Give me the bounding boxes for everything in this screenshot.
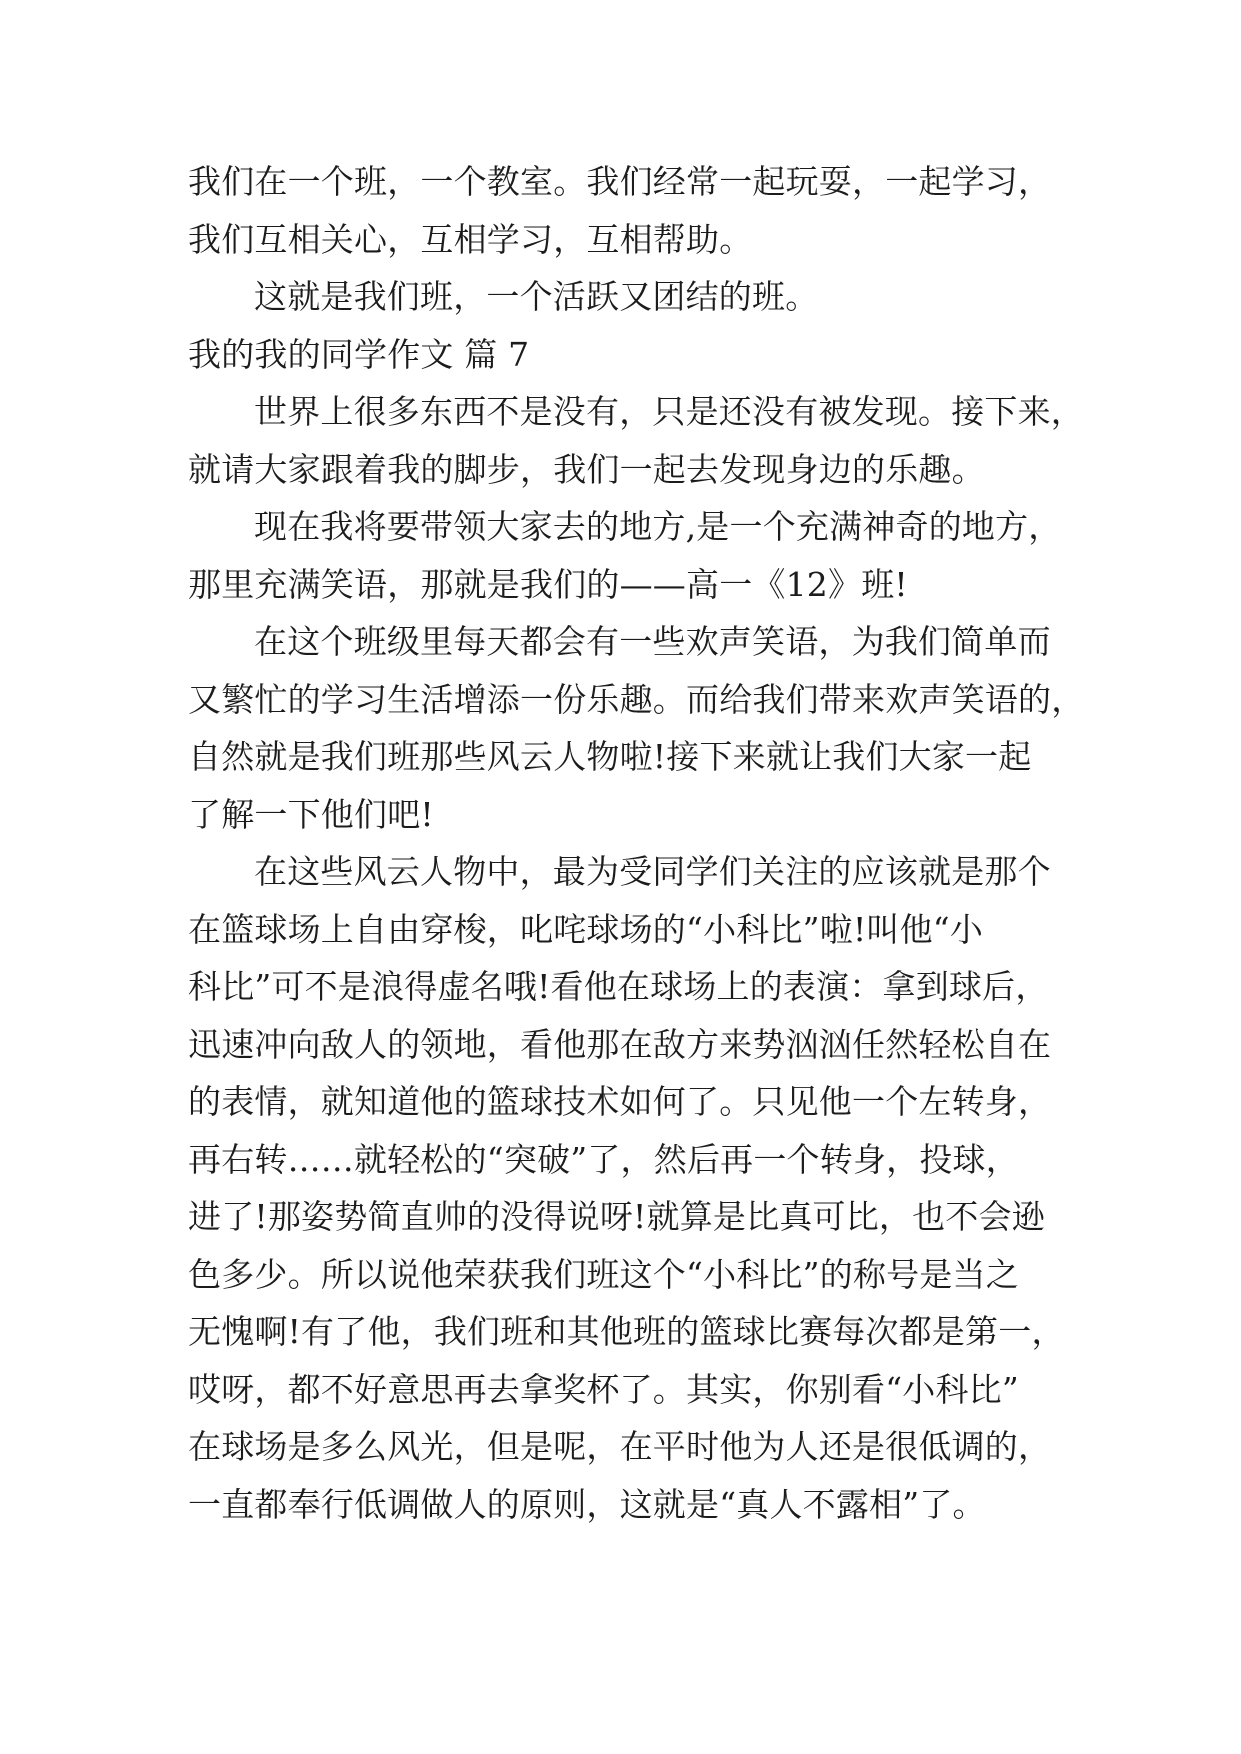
paragraph-line: 无愧啊!有了他，我们班和其他班的篮球比赛每次都是第一， [188, 1312, 1065, 1351]
paragraph-line: 科比”可不是浪得虚名哦!看他在球场上的表演：拿到球后， [188, 967, 1049, 1006]
paragraph [188, 843, 1108, 1533]
paragraph-line: 迅速冲向敌人的领地，看他那在敌方来势汹汹任然轻松自在 [188, 1024, 1052, 1064]
paragraph-line: 我们互相关心，互相学习，互相帮助。 [188, 219, 753, 259]
paragraph-line: 了解一下他们吧! [188, 794, 434, 834]
section-heading: 我的我的同学作文 篇 7 [188, 334, 530, 374]
paragraph [188, 613, 1108, 843]
paragraph-line: 在篮球场上自由穿梭，叱咤球场的“小科比”啦!叫他“小 [188, 909, 984, 949]
paragraph-line: 又繁忙的学习生活增添一份乐趣。而给我们带来欢声笑语的， [188, 679, 1085, 719]
paragraph-line: 现在我将要带领大家去的地方,是一个充满神奇的地方， [254, 507, 1062, 546]
paragraph-line: 进了!那姿势简直帅的没得说呀!就算是比真可比，也不会逊 [188, 1197, 1045, 1236]
document-body [188, 153, 1108, 1533]
paragraph [188, 383, 1108, 498]
paragraph-line: 这就是我们班，一个活跃又团结的班。 [254, 277, 819, 316]
paragraph-line: 世界上很多东西不是没有，只是还没有被发现。接下来， [254, 392, 1084, 431]
paragraph-line: 一直都奉行低调做人的原则，这就是“真人不露相”了。 [188, 1484, 986, 1524]
paragraph-line: 色多少。所以说他荣获我们班这个“小科比”的称号是当之 [188, 1254, 1019, 1294]
paragraph-line: 那里充满笑语，那就是我们的——高一《12》班! [188, 564, 908, 604]
paragraph-line: 我们在一个班，一个教室。我们经常一起玩耍，一起学习， [188, 162, 1052, 201]
paragraph-line: 哎呀，都不好意思再去拿奖杯了。其实，你别看“小科比” [188, 1369, 1019, 1409]
paragraph-line: 再右转……就轻松的“突破”了，然后再一个转身，投球， [188, 1139, 1019, 1179]
paragraph-line: 自然就是我们班那些风云人物啦!接下来就让我们大家一起 [188, 737, 1032, 776]
paragraph-line: 就请大家跟着我的脚步，我们一起去发现身边的乐趣。 [188, 449, 985, 489]
paragraph [188, 153, 1108, 268]
paragraph-line: 在球场是多么风光，但是呢，在平时他为人还是很低调的， [188, 1427, 1052, 1466]
paragraph-line: 在这个班级里每天都会有一些欢声笑语，为我们简单而 [254, 622, 1051, 661]
paragraph-line: 在这些风云人物中，最为受同学们关注的应该就是那个 [254, 852, 1051, 891]
paragraph [188, 268, 1108, 326]
paragraph-line: 的表情，就知道他的篮球技术如何了。只见他一个左转身， [188, 1082, 1052, 1121]
paragraph [188, 498, 1108, 613]
